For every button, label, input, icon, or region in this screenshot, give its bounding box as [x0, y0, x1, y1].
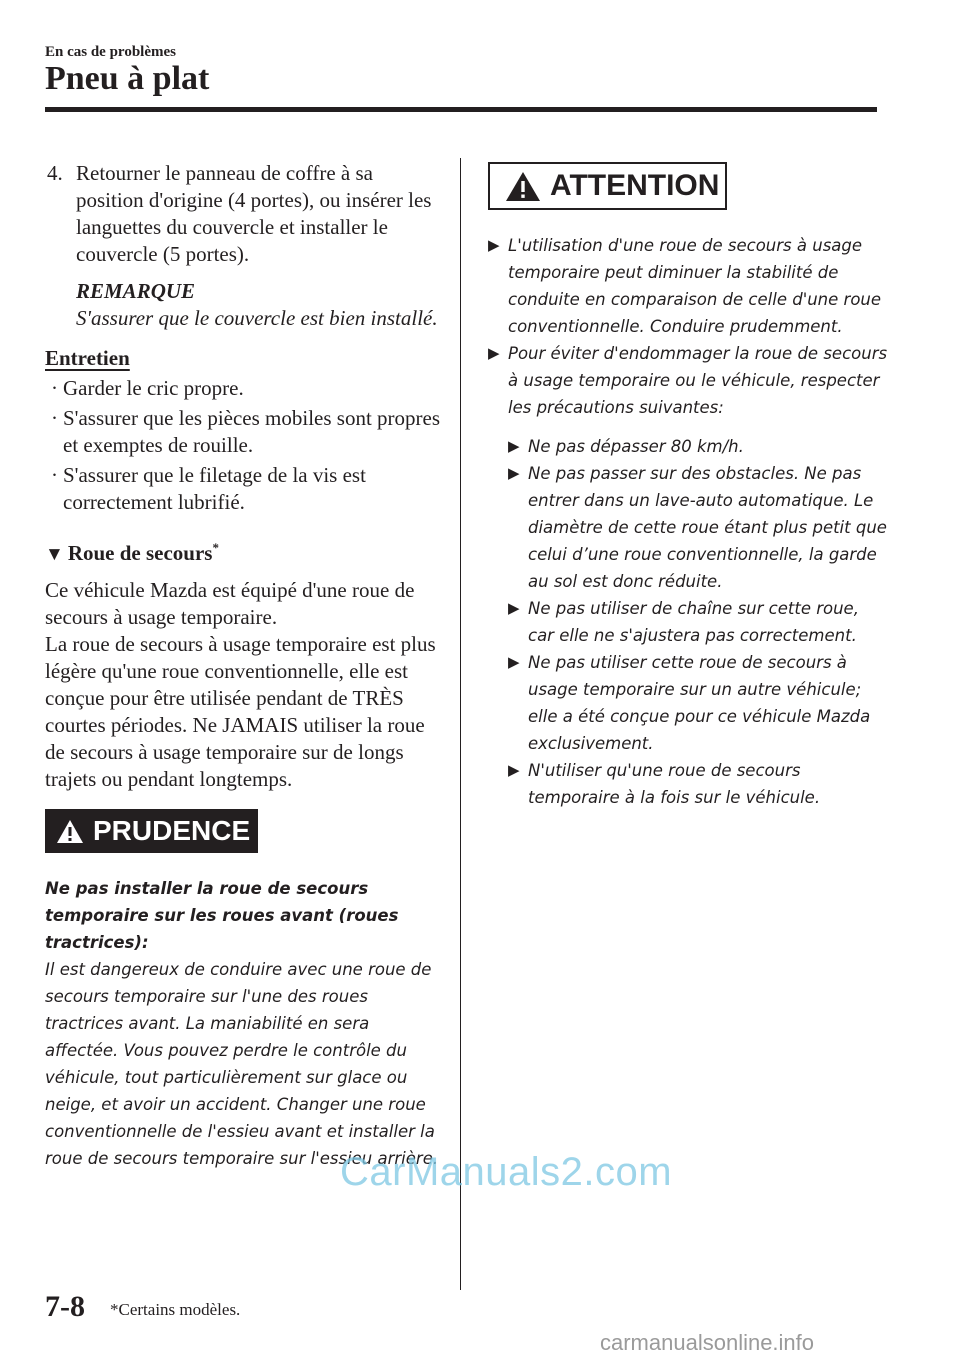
- attention-sublist: [508, 433, 888, 811]
- page-number: 7-8: [45, 1290, 85, 1323]
- header-rule: [45, 107, 877, 112]
- item-text: Ne pas utiliser cette roue de secours à usage temporaire sur un autre véhicule; elle a été conçue pour ce véhicule Mazda exclusivement.: [528, 653, 871, 753]
- footnote: *Certains modèles.: [110, 1300, 241, 1319]
- step-4: [45, 160, 445, 268]
- prudence-lead: Ne pas installer la roue de secours temporaire sur les roues avant (roues tractrices):: [45, 879, 399, 952]
- entretien-heading: Entretien: [45, 346, 130, 370]
- arrow-icon: ▶: [508, 761, 520, 779]
- bullet-dot: ·: [51, 463, 58, 487]
- attention-list: [488, 232, 888, 811]
- item-text: Ne pas passer sur des obstacles. Ne pas entrer dans un lave-auto automatique. Le diamètre de cette roue étant plus petit que celui d’une roue conventionnelle, la garde au sol est donc réduite.: [528, 464, 887, 591]
- page-title: Pneu à plat: [45, 60, 210, 97]
- item-text: L'utilisation d'une roue de secours à usage temporaire peut diminuer la stabilité de conduite en comparaison de celle d'une roue conventionnelle. Conduire prudemment.: [508, 236, 882, 336]
- roue-paragraph: Ce véhicule Mazda est équipé d'une roue de secours à usage temporaire. La roue de secours à usage temporaire est plus légère qu'une roue conventionnelle, elle est conçue pour être utilisée pendant de TRÈS courtes périodes. Ne JAMAIS utiliser la roue de secours à usage temporaire sur de longs trajets ou pendant longtemps.: [45, 578, 436, 791]
- list-item: [508, 757, 888, 811]
- remarque-title: REMARQUE: [76, 279, 196, 303]
- warning-triangle-icon: [55, 818, 85, 845]
- down-triangle-icon: ▼: [45, 544, 64, 565]
- warning-triangle-icon: [504, 170, 542, 203]
- watermark-overlay: CarManuals2.com: [340, 1150, 673, 1194]
- footnote-marker: *: [212, 540, 219, 555]
- arrow-icon: ▶: [488, 236, 500, 254]
- remarque-text: S'assurer que le couvercle est bien installé.: [76, 306, 438, 330]
- watermark-site: carmanualsonline.info: [600, 1330, 815, 1355]
- arrow-icon: ▶: [508, 464, 520, 482]
- roue-title: Roue de secours: [67, 541, 213, 565]
- prudence-text: Il est dangereux de conduire avec une roue de secours temporaire sur l'une des roues tractrices avant. La maniabilité en sera affectée. Vous pouvez perdre le contrôle du véhicule, tout particulièrement sur glace ou neige, et avoir un accident. Changer une roue conventionnelle de l'essieu avant et installer la roue de secours temporaire sur l'essieu arrière.: [45, 960, 439, 1168]
- step-text: Retourner le panneau de coffre à sa position d'origine (4 portes), ou insérer les languettes du couvercle et installer le couvercle (5 portes).: [76, 161, 432, 266]
- item-text: N'utiliser qu'une roue de secours temporaire à la fois sur le véhicule.: [528, 761, 821, 807]
- prudence-label: [45, 809, 258, 853]
- prudence-text: PRUDENCE: [93, 815, 251, 846]
- section-title: En cas de problèmes: [45, 44, 176, 60]
- arrow-icon: ▶: [508, 599, 520, 617]
- list-item: [508, 595, 888, 649]
- list-item: [488, 340, 888, 421]
- remarque-note: [76, 278, 445, 332]
- list-item: [508, 649, 888, 757]
- list-item: [508, 460, 888, 595]
- entretien-bullet: [45, 462, 445, 516]
- left-column: [45, 160, 445, 1172]
- right-column: [488, 160, 888, 811]
- bullet-text: Garder le cric propre.: [63, 376, 244, 400]
- item-text: Ne pas utiliser de chaîne sur cette roue, car elle ne s'ajustera pas correctement.: [528, 599, 859, 645]
- roue-heading: [45, 534, 445, 568]
- bullet-text: S'assurer que les pièces mobiles sont propres et exemptes de rouille.: [63, 406, 441, 457]
- list-item: [488, 232, 888, 340]
- item-text: Ne pas dépasser 80 km/h.: [528, 437, 744, 456]
- arrow-icon: ▶: [508, 437, 520, 455]
- list-item: [508, 433, 888, 460]
- column-divider: [460, 158, 461, 1290]
- attention-label: [488, 162, 727, 210]
- bullet-text: S'assurer que le filetage de la vis est correctement lubrifié.: [63, 463, 366, 514]
- arrow-icon: ▶: [508, 653, 520, 671]
- entretien-bullet: [45, 405, 445, 459]
- arrow-icon: ▶: [488, 344, 500, 362]
- prudence-body: [45, 875, 445, 1172]
- bullet-dot: ·: [51, 376, 58, 400]
- attention-text: ATTENTION: [550, 169, 720, 202]
- step-number: 4.: [47, 161, 63, 185]
- bullet-dot: ·: [51, 406, 58, 430]
- item-text: Pour éviter d'endommager la roue de secours à usage temporaire ou le véhicule, respecter les précautions suivantes:: [508, 344, 888, 417]
- entretien-bullet: [45, 375, 445, 402]
